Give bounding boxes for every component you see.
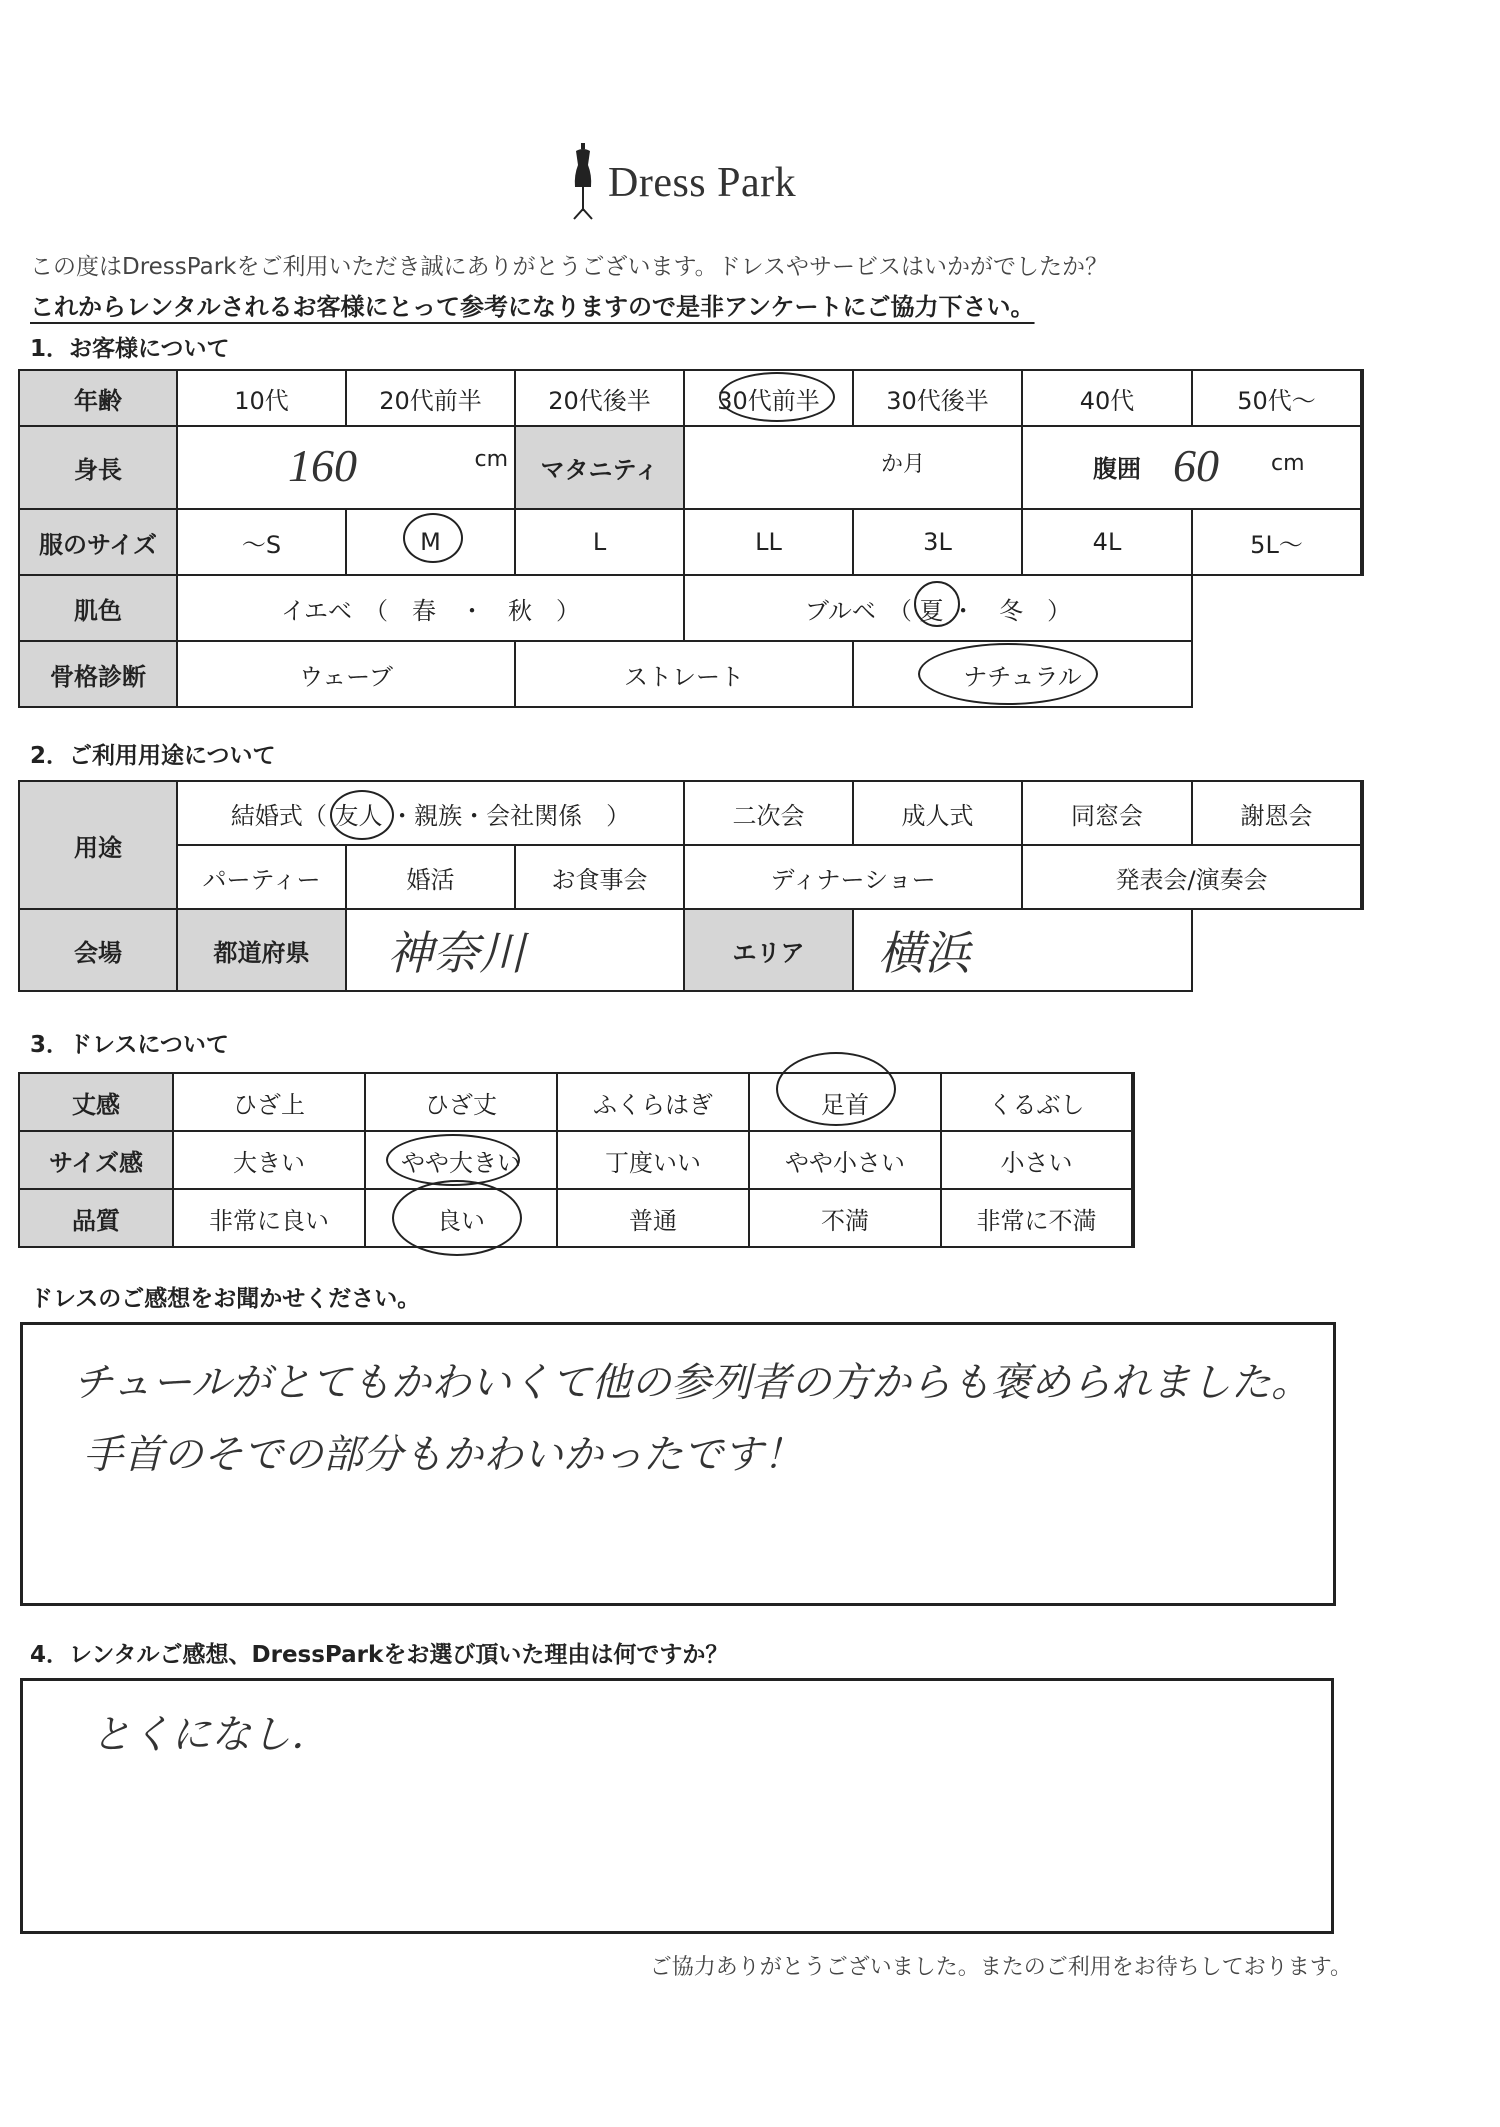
dress-form-icon <box>568 143 598 223</box>
section1-title: 1．お客様について <box>30 336 230 362</box>
rental-answer: とくになし． <box>91 1712 331 1757</box>
age-option[interactable]: 40代 <box>1022 370 1192 426</box>
skin-row <box>19 575 1362 641</box>
fit-label: サイズ感 <box>19 1131 173 1189</box>
age-option[interactable]: 20代前半 <box>346 370 515 426</box>
brand-name: Dress Park <box>608 160 797 206</box>
size-option[interactable]: 5L～ <box>1192 509 1362 575</box>
skin-label: 肌色 <box>19 575 177 641</box>
size-label: 服のサイズ <box>19 509 177 575</box>
area-value: 横浜 <box>878 928 971 979</box>
fit-option[interactable]: 小さい <box>941 1131 1133 1189</box>
height-value: 160 <box>288 440 357 491</box>
wedding-prefix: 結婚式（ <box>230 801 327 830</box>
quality-option[interactable]: 非常に不満 <box>941 1189 1133 1247</box>
height-unit: cm <box>474 447 508 472</box>
empty-cell <box>1192 575 1362 641</box>
section2-title: 2．ご利用用途について <box>30 743 276 769</box>
dress-length-row <box>19 1073 1133 1131</box>
age-option[interactable]: 20代後半 <box>515 370 684 426</box>
size-option[interactable]: 4L <box>1022 509 1192 575</box>
comment-prompt: ドレスのご感想をお聞かせください。 <box>30 1286 421 1312</box>
waist-field[interactable] <box>1022 426 1362 509</box>
length-option[interactable]: ふくらはぎ <box>557 1073 749 1131</box>
quality-option[interactable]: 不満 <box>749 1189 941 1247</box>
fit-option-selected[interactable]: やや大きい <box>365 1131 557 1189</box>
dress-comment-box[interactable] <box>20 1322 1336 1606</box>
quality-option[interactable]: 普通 <box>557 1189 749 1247</box>
venue-row <box>19 909 1362 991</box>
purpose-row-2 <box>19 845 1362 909</box>
length-option[interactable]: ひざ上 <box>173 1073 365 1131</box>
purpose-option[interactable]: 発表会/演奏会 <box>1022 845 1362 909</box>
waist-unit: cm <box>1271 451 1305 476</box>
area-field[interactable] <box>853 909 1192 991</box>
waist-label: 腹囲 <box>1093 455 1141 483</box>
skin-blue[interactable] <box>684 575 1192 641</box>
empty-cell <box>1192 641 1362 707</box>
prefecture-label: 都道府県 <box>177 909 346 991</box>
intro-request: これからレンタルされるお客様にとって参考になりますので是非アンケートにご協力下さい。 <box>30 293 1035 321</box>
area-label: エリア <box>684 909 853 991</box>
height-label: 身長 <box>19 426 177 509</box>
empty-cell <box>1192 909 1362 991</box>
age-label: 年齢 <box>19 370 177 426</box>
frame-option[interactable]: ストレート <box>515 641 853 707</box>
dress-quality-row <box>19 1189 1133 1247</box>
age-option[interactable]: 10代 <box>177 370 346 426</box>
prefecture-value: 神奈川 <box>387 928 525 979</box>
length-option-selected[interactable]: 足首 <box>749 1073 941 1131</box>
maternity-unit: か月 <box>881 452 926 477</box>
purpose-option[interactable]: ディナーショー <box>684 845 1022 909</box>
skin-blue-suffix: ・ 冬 ） <box>951 596 1072 625</box>
age-row <box>19 370 1362 426</box>
venue-label: 会場 <box>19 909 177 991</box>
fit-option[interactable]: 大きい <box>173 1131 365 1189</box>
height-field[interactable] <box>177 426 515 509</box>
size-row <box>19 509 1362 575</box>
frame-row <box>19 641 1362 707</box>
section4-title: 4．レンタルご感想、DressParkをお選び頂いた理由は何ですか？ <box>30 1642 729 1668</box>
purpose-option[interactable]: パーティー <box>177 845 346 909</box>
length-option[interactable]: くるぶし <box>941 1073 1133 1131</box>
height-row <box>19 426 1362 509</box>
fit-option[interactable]: 丁度いい <box>557 1131 749 1189</box>
purpose-label: 用途 <box>19 781 177 909</box>
purpose-option[interactable]: 同窓会 <box>1022 781 1192 845</box>
age-option[interactable]: 30代後半 <box>853 370 1022 426</box>
length-label: 丈感 <box>19 1073 173 1131</box>
quality-label: 品質 <box>19 1189 173 1247</box>
quality-option-selected[interactable]: 良い <box>365 1189 557 1247</box>
purpose-table <box>18 780 1364 992</box>
dress-size-row <box>19 1131 1133 1189</box>
frame-label: 骨格診断 <box>19 641 177 707</box>
waist-value: 60 <box>1173 440 1219 491</box>
dress-table <box>18 1072 1135 1248</box>
wedding-friend[interactable]: 友人 <box>334 801 383 830</box>
frame-option[interactable]: ウェーブ <box>177 641 515 707</box>
fit-option[interactable]: やや小さい <box>749 1131 941 1189</box>
age-option[interactable]: 50代～ <box>1192 370 1362 426</box>
comment-line-1: チュールがとてもかわいくて他の参列者の方からも褒められました。 <box>73 1360 1311 1405</box>
purpose-wedding[interactable] <box>177 781 684 845</box>
purpose-option[interactable]: お食事会 <box>515 845 684 909</box>
purpose-option[interactable]: 二次会 <box>684 781 853 845</box>
comment-line-2: 手首のそでの部分もかわいかったです！ <box>83 1432 803 1477</box>
prefecture-field[interactable] <box>346 909 684 991</box>
age-option-selected[interactable]: 30代前半 <box>684 370 853 426</box>
purpose-option[interactable]: 成人式 <box>853 781 1022 845</box>
quality-option[interactable]: 非常に良い <box>173 1189 365 1247</box>
size-option-selected[interactable]: M <box>346 509 515 575</box>
rental-comment-box[interactable] <box>20 1678 1334 1934</box>
maternity-field[interactable] <box>684 426 1022 509</box>
intro-text: この度はDressParkをご利用いただき誠にありがとうございます。ドレスやサービスはいかがでしたか？ <box>30 254 1108 280</box>
size-option[interactable]: L <box>515 509 684 575</box>
size-option[interactable]: ～S <box>177 509 346 575</box>
purpose-option[interactable]: 謝恩会 <box>1192 781 1362 845</box>
closing-message: ご協力ありがとうございました。またのご利用をお待ちしております。 <box>649 1955 1352 1980</box>
brand-logo <box>568 138 796 228</box>
skin-blue-summer[interactable]: 夏 <box>919 596 944 625</box>
skin-blue-prefix: ブルベ （ <box>804 596 912 625</box>
frame-option-selected[interactable]: ナチュラル <box>853 641 1192 707</box>
purpose-option[interactable]: 婚活 <box>346 845 515 909</box>
size-option[interactable]: 3L <box>853 509 1022 575</box>
maternity-label: マタニティ <box>515 426 684 509</box>
section3-title: 3．ドレスについて <box>30 1032 229 1058</box>
purpose-row-1 <box>19 781 1362 845</box>
size-option[interactable]: LL <box>684 509 853 575</box>
wedding-suffix: ・親族・会社関係 ） <box>390 801 631 830</box>
customer-table <box>18 369 1364 708</box>
length-option[interactable]: ひざ丈 <box>365 1073 557 1131</box>
skin-yellow[interactable]: イエベ （ 春 ・ 秋 ） <box>177 575 684 641</box>
